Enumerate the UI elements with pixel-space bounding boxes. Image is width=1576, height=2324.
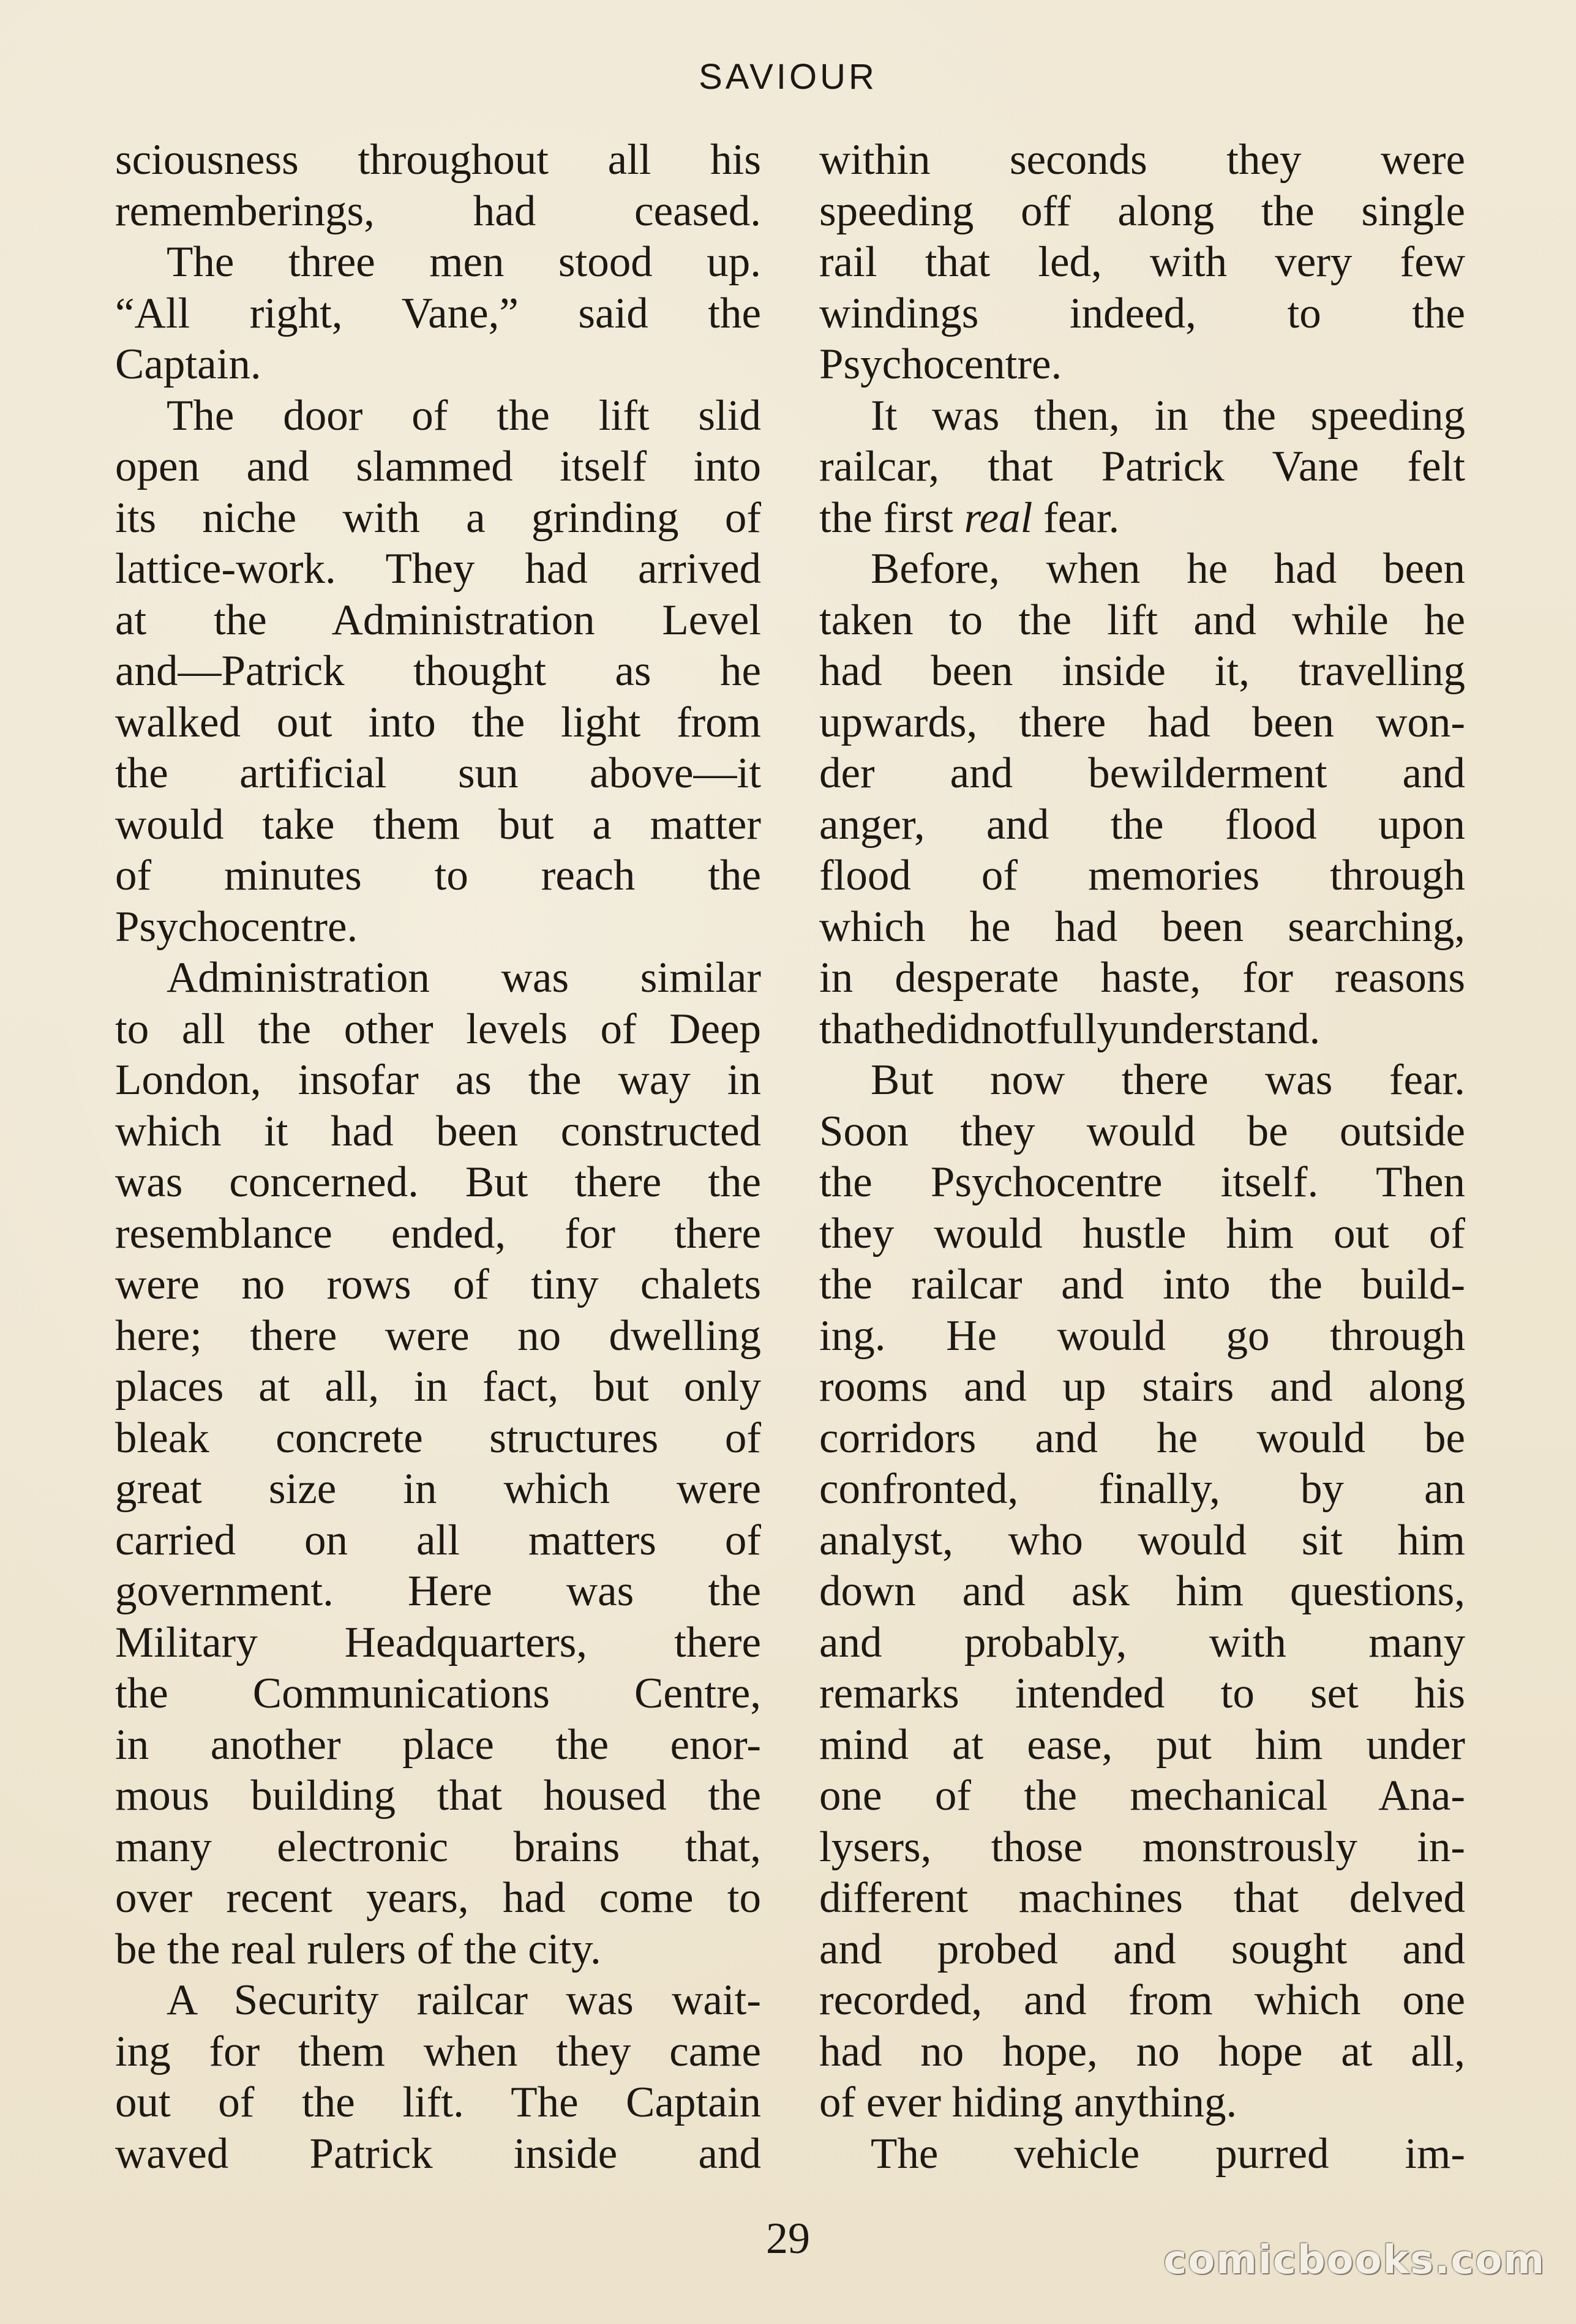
text-line: they would hustle him out of — [819, 1209, 1465, 1258]
text-line: remarks intended to set his — [819, 1670, 1465, 1717]
text-line: to all the other levels of Deep — [115, 1005, 761, 1053]
text-line: lattice-work. They had arrived — [115, 545, 761, 593]
text-line: mous building that housed the — [115, 1772, 761, 1820]
text-line: “All right, Vane,” said the — [115, 289, 761, 337]
page-number: 29 — [766, 2214, 810, 2263]
text-line: Before, when he had been — [871, 545, 1465, 593]
text-line: the Psychocentre itself. Then — [819, 1158, 1465, 1206]
text-line: was concerned. But there the — [115, 1158, 761, 1206]
text-line: and probed and sought and — [819, 1925, 1465, 1973]
text-line: Administration was similar — [167, 954, 761, 1002]
text-line: rememberings, had ceased. — [115, 187, 761, 235]
text-line: confronted, finally, by an — [819, 1465, 1465, 1513]
text-line: had been inside it, travelling — [819, 647, 1465, 695]
text-line: upwards, there had been won- — [819, 698, 1465, 746]
text-line: der and bewilderment and — [819, 749, 1465, 797]
text-line: flood of memories through — [819, 852, 1465, 899]
text-line: and probably, with many — [819, 1618, 1465, 1666]
text-line: many electronic brains that, — [115, 1823, 761, 1871]
text-line: different machines that delved — [819, 1874, 1465, 1922]
text-line: Psychocentre. — [819, 340, 1062, 388]
text-line: and—Patrick thought as he — [115, 647, 761, 695]
text-line: were no rows of tiny chalets — [115, 1261, 761, 1308]
text-line: bleak concrete structures of — [115, 1414, 761, 1462]
text-line: The vehicle purred im- — [871, 2129, 1465, 2178]
text-line: great size in which were — [115, 1465, 761, 1513]
text-line: windings indeed, to the — [819, 289, 1465, 337]
text-line: recorded, and from which one — [819, 1976, 1465, 2024]
text-line: waved Patrick inside and — [115, 2129, 761, 2178]
text-line: resemblance ended, for there — [115, 1209, 761, 1258]
text-line: government. Here was the — [115, 1567, 761, 1615]
left-text-column — [115, 135, 761, 2180]
text-line: Soon they would be outside — [819, 1107, 1465, 1155]
text-line: in another place the enor- — [115, 1720, 761, 1769]
text-line: one of the mechanical Ana- — [819, 1772, 1465, 1820]
text-line: would take them but a matter — [115, 800, 761, 849]
text-line: of minutes to reach the — [115, 852, 761, 899]
text-line: mind at ease, put him under — [819, 1720, 1465, 1769]
text-line: the artificial sun above—it — [115, 749, 761, 797]
text-line: sciousness throughout all his — [115, 136, 761, 184]
text-line: had no hope, no hope at all, — [819, 2027, 1465, 2075]
text-line: its niche with a grinding of — [115, 493, 761, 542]
text-line: London, insofar as the way in — [115, 1056, 761, 1104]
text-line: open and slammed itself into — [115, 443, 761, 490]
text-line: over recent years, had come to — [115, 1874, 761, 1922]
text-line: The three men stood up. — [167, 238, 761, 286]
text-line: Military Headquarters, there — [115, 1618, 761, 1666]
text-line: at the Administration Level — [115, 596, 761, 644]
italic-word: real — [964, 493, 1033, 542]
text-line: Captain. — [115, 340, 261, 388]
text-line: speeding off along the single — [819, 187, 1465, 235]
text-line: in desperate haste, for reasons — [819, 954, 1465, 1002]
text-line: the Communications Centre, — [115, 1670, 761, 1717]
text-line: places at all, in fact, but only — [115, 1363, 761, 1411]
text-line: The door of the lift slid — [167, 391, 761, 440]
text-line: But now there was fear. — [871, 1056, 1465, 1104]
text-line: taken to the lift and while he — [819, 596, 1465, 644]
text-line: A Security railcar was wait- — [167, 1976, 761, 2024]
text-line: anger, and the flood upon — [819, 800, 1465, 849]
text-line: rooms and up stairs and along — [819, 1363, 1465, 1411]
text-line: analyst, who would sit him — [819, 1516, 1465, 1564]
text-line: ing for them when they came — [115, 2027, 761, 2075]
text-line: within seconds they were — [819, 136, 1465, 184]
text-line: railcar, that Patrick Vane felt — [819, 443, 1465, 490]
text-line: ing. He would go through — [819, 1311, 1465, 1360]
text-line: lysers, those monstrously in- — [819, 1823, 1465, 1871]
text-line: here; there were no dwelling — [115, 1311, 761, 1360]
text-line: corridors and he would be — [819, 1414, 1465, 1462]
right-text-column — [819, 135, 1465, 2180]
watermark: comicbooks.com — [1163, 2238, 1545, 2283]
text-line: down and ask him questions, — [819, 1567, 1465, 1615]
text-line: Psychocentre. — [115, 902, 358, 951]
text-line: walked out into the light from — [115, 698, 761, 746]
text-line: carried on all matters of — [115, 1516, 761, 1564]
text-line: the railcar and into the build- — [819, 1261, 1465, 1308]
text-line: rail that led, with very few — [819, 238, 1465, 286]
running-head: SAVIOUR — [699, 57, 877, 97]
text-line: be the real rulers of the city. — [115, 1925, 601, 1973]
text-line: the first real fear. — [819, 493, 1120, 542]
text-line: It was then, in the speeding — [871, 391, 1465, 440]
text-line: of ever hiding anything. — [819, 2078, 1237, 2126]
text-line: thathedidnotfullyunderstand. — [819, 1005, 1321, 1053]
text-line: which it had been constructed — [115, 1107, 761, 1155]
text-line: which he had been searching, — [819, 902, 1465, 951]
text-line: out of the lift. The Captain — [115, 2078, 761, 2126]
